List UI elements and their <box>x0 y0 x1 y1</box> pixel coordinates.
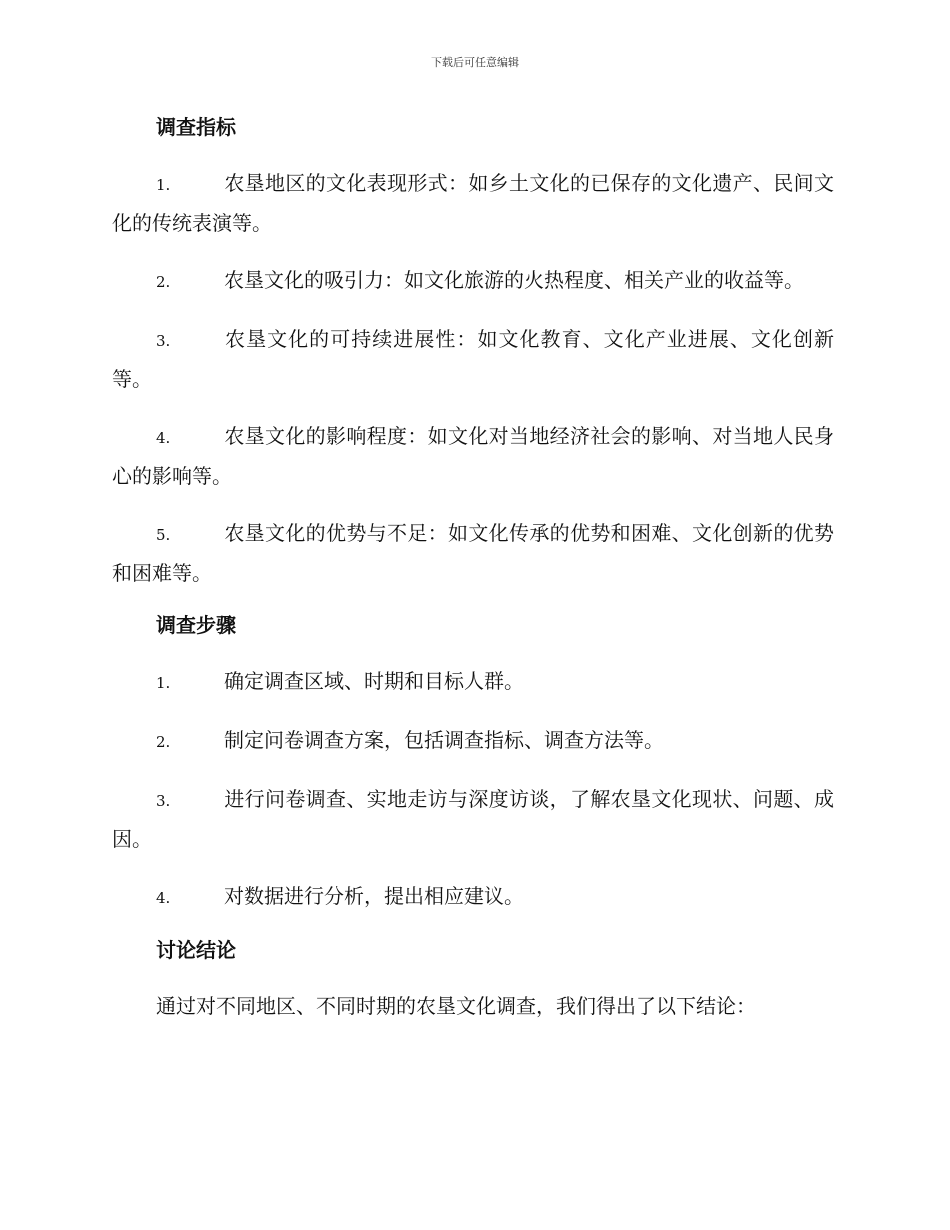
list-number: 4. <box>156 429 171 447</box>
section-heading-steps: 调查步骤 <box>156 613 236 637</box>
list-text: 确定调查区域、时期和目标人群。 <box>224 669 524 693</box>
list-text: 农垦文化的可持续进展性：如文化教育、文化产业进展、文化创新等。 <box>112 327 834 391</box>
list-item <box>112 662 834 702</box>
list-item <box>112 780 834 858</box>
document-body <box>112 112 834 1025</box>
list-text: 农垦文化的优势与不足：如文化传承的优势和困难、文化创新的优势和困难等。 <box>112 521 834 585</box>
list-number: 2. <box>156 273 171 291</box>
list-text: 农垦地区的文化表现形式：如乡土文化的已保存的文化遗产、民间文化的传统表演等。 <box>112 171 834 235</box>
list-item <box>112 877 834 917</box>
list-number: 3. <box>156 332 171 350</box>
list-text: 农垦文化的影响程度：如文化对当地经济社会的影响、对当地人民身心的影响等。 <box>112 424 834 488</box>
list-item <box>112 721 834 761</box>
section-heading-indicators: 调查指标 <box>156 115 236 139</box>
list-text: 对数据进行分析，提出相应建议。 <box>224 884 524 908</box>
section-heading-conclusion: 讨论结论 <box>156 938 236 962</box>
list-number: 2. <box>156 733 171 751</box>
conclusion-paragraph: 通过对不同地区、不同时期的农垦文化调查，我们得出了以下结论： <box>156 994 756 1018</box>
list-text: 制定问卷调查方案，包括调查指标、调查方法等。 <box>224 728 664 752</box>
list-number: 1. <box>156 674 171 692</box>
list-number: 3. <box>156 792 171 810</box>
list-number: 5. <box>156 526 171 544</box>
list-item <box>112 164 834 242</box>
list-number: 1. <box>156 176 171 194</box>
list-item <box>112 514 834 592</box>
list-text: 进行问卷调查、实地走访与深度访谈，了解农垦文化现状、问题、成因。 <box>112 787 834 851</box>
list-text: 农垦文化的吸引力：如文化旅游的火热程度、相关产业的收益等。 <box>224 268 804 292</box>
list-item <box>112 261 834 301</box>
list-number: 4. <box>156 889 171 907</box>
list-item <box>112 320 834 398</box>
page-header: 下载后可任意编辑 <box>431 56 519 69</box>
list-item <box>112 417 834 495</box>
